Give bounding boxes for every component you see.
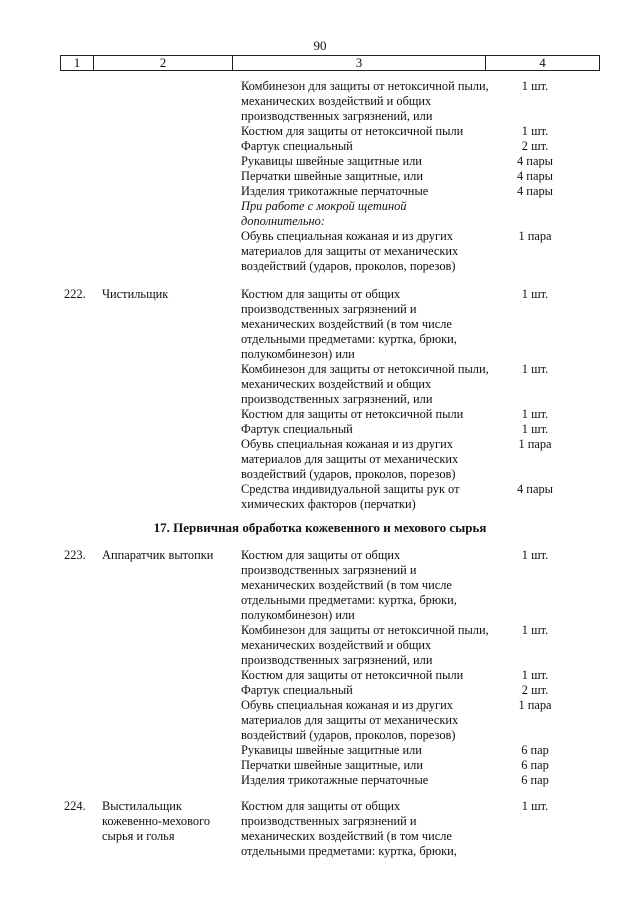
column-header-4: 4 <box>539 55 546 70</box>
item-description: Перчатки швейные защитные, или <box>241 758 423 772</box>
item-description: Средства индивидуальной защиты рук от химических факторов (перчатки) <box>241 482 460 511</box>
ppe-item <box>0 437 640 482</box>
ppe-item <box>0 482 640 512</box>
item-description: Обувь специальная кожаная и из других материалов для защиты от механических воздействий (ударов, проколов, порезов) <box>241 698 459 742</box>
item-quantity: 1 шт. <box>521 548 549 562</box>
ppe-item <box>0 668 640 683</box>
item-quantity: 4 пары <box>517 169 553 183</box>
item-description: Рукавицы швейные защитные или <box>241 154 422 168</box>
item-description: Фартук специальный <box>241 683 353 697</box>
column-header-2: 2 <box>94 56 233 70</box>
item-description: Изделия трикотажные перчаточные <box>241 773 429 787</box>
item-description: Костюм для защиты от нетоксичной пыли <box>241 124 464 138</box>
ppe-item <box>0 287 640 362</box>
ppe-item <box>0 548 640 623</box>
row-223 <box>0 548 640 788</box>
item-quantity: 1 шт. <box>521 668 549 682</box>
item-description: Фартук специальный <box>241 422 353 436</box>
ppe-item <box>0 698 640 743</box>
item-quantity: 6 пар <box>521 773 549 787</box>
row-continuation <box>0 79 640 274</box>
row-224 <box>0 799 640 859</box>
item-description: Рукавицы швейные защитные или <box>241 743 422 757</box>
item-description: Костюм для защиты от общих производственных загрязнений и механических воздействий (в том числе отдельными предметами: куртка, брюки, полукомбинезон) или <box>241 548 457 622</box>
item-quantity: 6 пар <box>521 743 549 757</box>
ppe-item <box>0 139 640 154</box>
ppe-item <box>0 773 640 788</box>
item-quantity: 1 шт. <box>521 799 549 813</box>
row-number: 224. <box>64 799 86 813</box>
item-quantity: 1 шт. <box>521 422 549 436</box>
row-number: 222. <box>64 287 86 301</box>
item-quantity: 1 пара <box>518 229 552 243</box>
section-title: 17. Первичная обработка кожевенного и мехового сырья <box>153 520 487 535</box>
ppe-item <box>0 184 640 199</box>
ppe-item <box>0 407 640 422</box>
item-quantity: 6 пар <box>521 758 549 772</box>
page-number: 90 <box>313 38 327 53</box>
item-quantity: 1 шт. <box>521 623 549 637</box>
item-description: Комбинезон для защиты от нетоксичной пыли, механических воздействий и общих производственных загрязнений, или <box>241 623 489 667</box>
ppe-item <box>0 229 640 274</box>
item-quantity: 1 пара <box>518 698 552 712</box>
item-description: Костюм для защиты от общих производственных загрязнений и механических воздействий (в том числе отдельными предметами: куртка, брюки, полукомбинезон) или <box>241 287 457 361</box>
occupation: Аппаратчик вытопки <box>102 548 214 562</box>
item-description: Костюм для защиты от общих производственных загрязнений и механических воздействий (в том числе отдельными предметами: куртка, брюки, <box>241 799 457 858</box>
ppe-item <box>0 743 640 758</box>
row-number: 223. <box>64 548 86 562</box>
item-quantity: 4 пары <box>517 154 553 168</box>
ppe-item <box>0 758 640 773</box>
ppe-item <box>0 799 640 859</box>
item-description: Фартук специальный <box>241 139 353 153</box>
table-header <box>60 55 600 71</box>
item-quantity: 4 пары <box>517 482 553 496</box>
item-description: Обувь специальная кожаная и из других материалов для защиты от механических воздействий (ударов, проколов, порезов) <box>241 229 459 273</box>
row-222 <box>0 287 640 512</box>
item-description: Костюм для защиты от нетоксичной пыли <box>241 407 464 421</box>
item-description: Обувь специальная кожаная и из других материалов для защиты от механических воздействий (ударов, проколов, порезов) <box>241 437 459 481</box>
ppe-item <box>0 79 640 124</box>
column-header-3: 3 <box>233 56 486 70</box>
item-description: При работе с мокрой щетиной дополнительно: <box>241 199 407 228</box>
ppe-item <box>0 124 640 139</box>
item-quantity: 1 шт. <box>521 124 549 138</box>
ppe-item <box>0 362 640 407</box>
item-description: Перчатки швейные защитные, или <box>241 169 423 183</box>
item-description: Изделия трикотажные перчаточные <box>241 184 429 198</box>
item-description: Комбинезон для защиты от нетоксичной пыли, механических воздействий и общих производственных загрязнений, или <box>241 79 489 123</box>
item-quantity: 1 пара <box>518 437 552 451</box>
item-quantity: 4 пары <box>517 184 553 198</box>
ppe-item <box>0 422 640 437</box>
ppe-item <box>0 683 640 698</box>
item-quantity: 1 шт. <box>521 79 549 93</box>
ppe-item <box>0 199 640 229</box>
item-description: Костюм для защиты от нетоксичной пыли <box>241 668 464 682</box>
item-quantity: 1 шт. <box>521 362 549 376</box>
occupation: Выстилальщик кожевенно-мехового сырья и голья <box>102 799 211 843</box>
ppe-item <box>0 169 640 184</box>
item-quantity: 1 шт. <box>521 407 549 421</box>
item-quantity: 2 шт. <box>521 139 549 153</box>
item-description: Комбинезон для защиты от нетоксичной пыли, механических воздействий и общих производственных загрязнений, или <box>241 362 489 406</box>
item-quantity: 2 шт. <box>521 683 549 697</box>
ppe-item <box>0 154 640 169</box>
occupation: Чистильщик <box>102 287 169 301</box>
column-header-1: 1 <box>61 56 94 70</box>
item-quantity: 1 шт. <box>521 287 549 301</box>
ppe-item <box>0 623 640 668</box>
